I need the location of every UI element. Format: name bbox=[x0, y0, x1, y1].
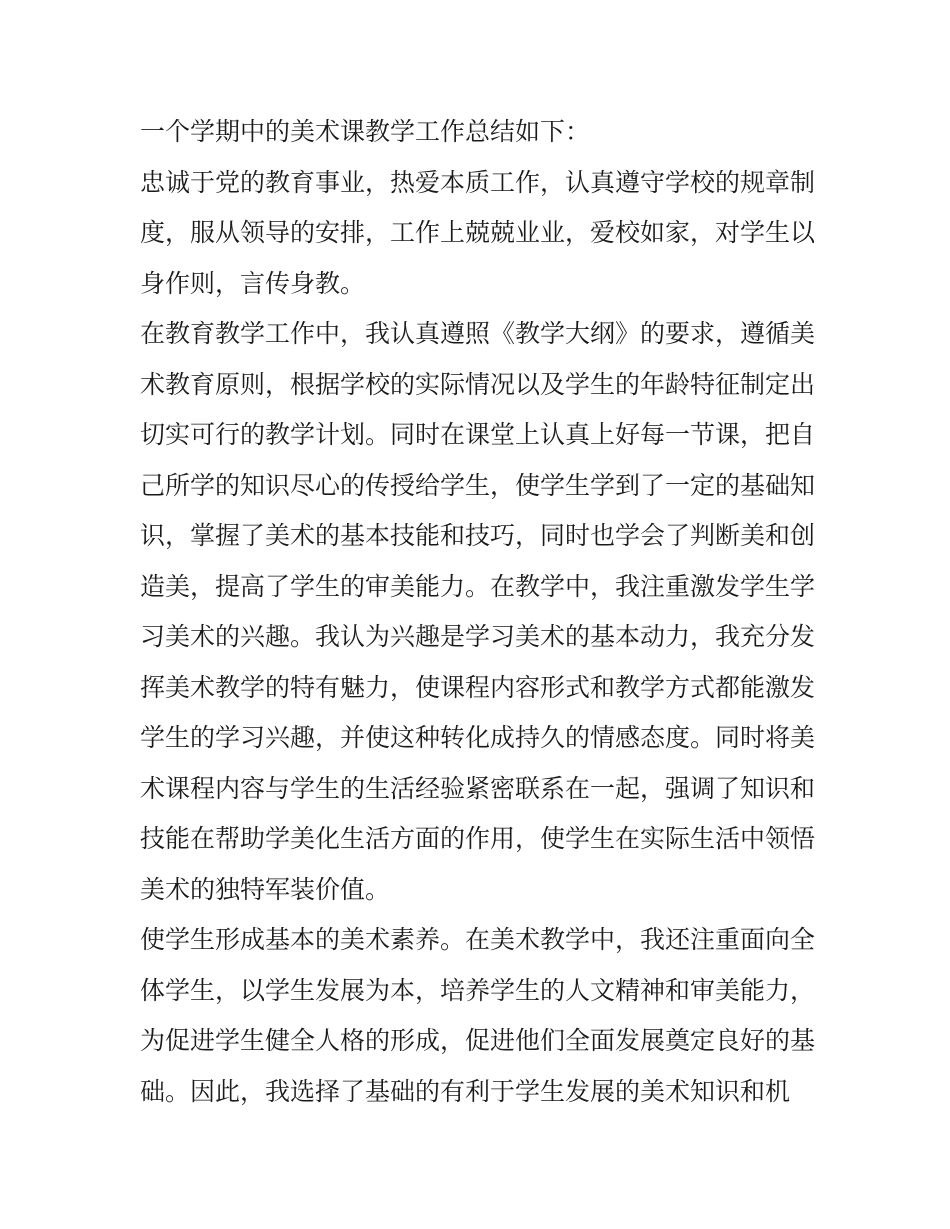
text-line: 础。因此，我选择了基础的有利于学生发展的美术知识和机 bbox=[140, 1076, 791, 1106]
text-line: 在教育教学工作中，我认真遵照《教学大纲》的要求，遵循美 bbox=[140, 319, 816, 348]
text-line: 挥美术教学的特有魅力，使课程内容形式和教学方式都能激发 bbox=[140, 672, 816, 702]
text-line: 使学生形成基本的美术素养。在美术教学中，我还注重面向全 bbox=[140, 925, 816, 954]
text-line: 术教育原则，根据学校的实际情况以及学生的年龄特征制定出 bbox=[140, 369, 816, 399]
document-body bbox=[140, 107, 815, 1117]
text-line: 体学生，以学生发展为本，培养学生的人文精神和审美能力， bbox=[140, 975, 816, 1005]
paragraph-dedication bbox=[140, 158, 815, 310]
paragraph-intro bbox=[140, 107, 815, 158]
text-line: 造美，提高了学生的审美能力。在教学中，我注重激发学生学 bbox=[140, 571, 816, 601]
text-line: 己所学的知识尽心的传授给学生，使学生学到了一定的基础知 bbox=[140, 470, 816, 500]
text-line: 美术的独特军装价值。 bbox=[140, 874, 391, 904]
text-line: 习美术的兴趣。我认为兴趣是学习美术的基本动力，我充分发 bbox=[140, 622, 816, 651]
text-line: 术课程内容与学生的生活经验紧密联系在一起，强调了知识和 bbox=[140, 773, 816, 803]
text-line: 切实可行的教学计划。同时在课堂上认真上好每一节课，把自 bbox=[140, 420, 816, 449]
text-line: 识，掌握了美术的基本技能和技巧，同时也学会了判断美和创 bbox=[140, 521, 816, 550]
text-line: 为促进学生健全人格的形成，促进他们全面发展奠定良好的基 bbox=[140, 1026, 816, 1055]
paragraph-teaching bbox=[140, 309, 815, 915]
text-line: 技能在帮助学美化生活方面的作用，使学生在实际生活中领悟 bbox=[140, 824, 816, 853]
text-line: 一个学期中的美术课教学工作总结如下： bbox=[140, 117, 591, 146]
text-line: 身作则，言传身教。 bbox=[140, 268, 366, 298]
paragraph-literacy bbox=[140, 915, 815, 1117]
text-line: 忠诚于党的教育事业，热爱本质工作，认真遵守学校的规章制 bbox=[140, 167, 816, 197]
text-line: 学生的学习兴趣，并使这种转化成持久的情感态度。同时将美 bbox=[140, 723, 816, 752]
text-line: 度，服从领导的安排，工作上兢兢业业，爱校如家，对学生以 bbox=[140, 218, 816, 247]
